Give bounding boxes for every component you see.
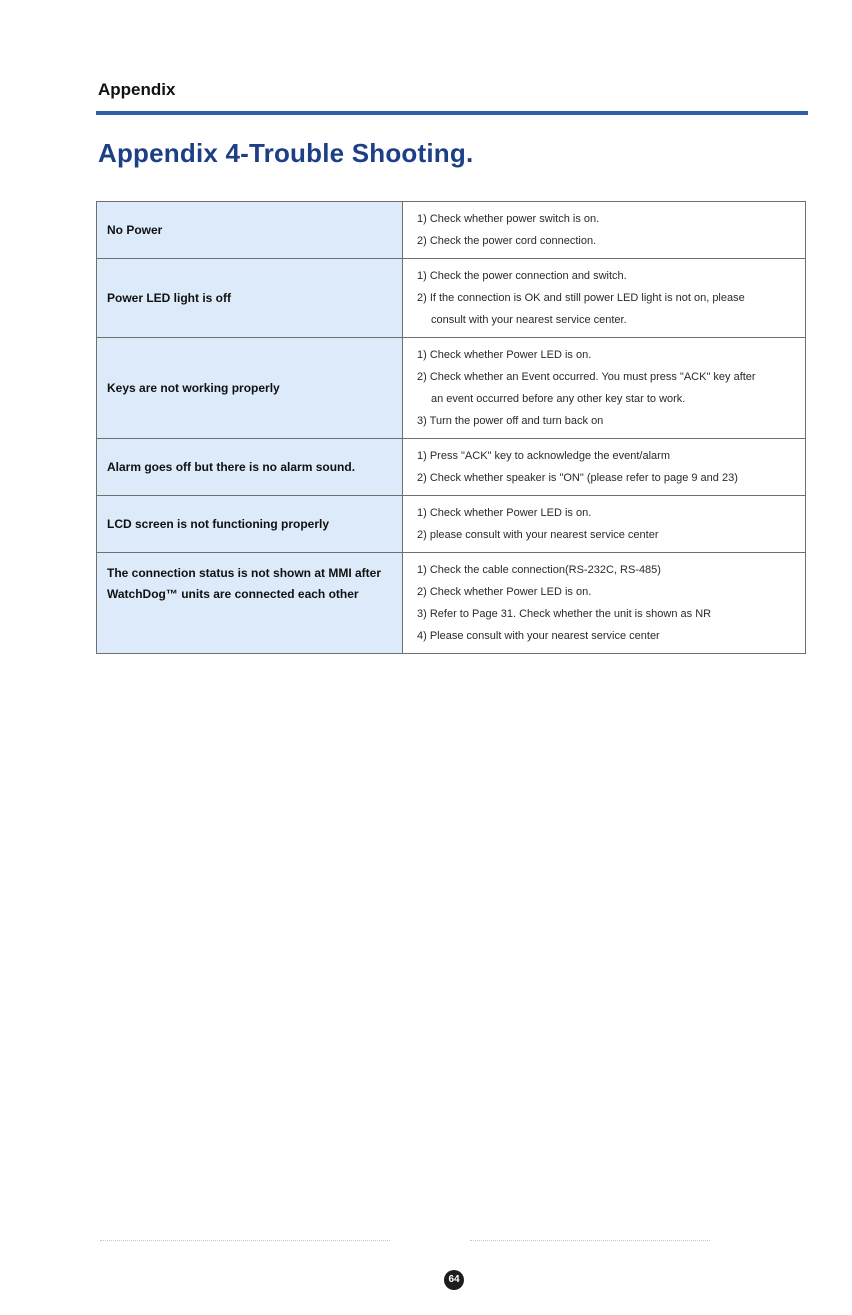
solution-step: an event occurred before any other key star to work. (431, 393, 686, 405)
footer-divider-left (100, 1240, 390, 1241)
problem-cell: LCD screen is not functioning properly (97, 496, 403, 553)
solution-cell (403, 259, 806, 338)
table-row (97, 202, 806, 259)
table-row (97, 338, 806, 439)
table-row (97, 553, 806, 654)
solution-step: 3) Turn the power off and turn back on (417, 415, 604, 427)
solution-cell (403, 496, 806, 553)
solution-step: 4) Please consult with your nearest service center (417, 630, 660, 642)
solution-cell (403, 202, 806, 259)
solution-cell (403, 439, 806, 496)
solution-cell (403, 338, 806, 439)
solution-step: 1) Check whether Power LED is on. (417, 349, 592, 361)
solution-step: 1) Check whether Power LED is on. (417, 507, 592, 519)
problem-cell: No Power (97, 202, 403, 259)
problem-cell: Alarm goes off but there is no alarm sound. (97, 439, 403, 496)
table-row (97, 259, 806, 338)
problem-cell: Power LED light is off (97, 259, 403, 338)
footer-divider-right (470, 1240, 710, 1241)
page-title: Appendix 4-Trouble Shooting. (98, 138, 474, 168)
section-label: Appendix (98, 80, 176, 99)
solution-cell (403, 553, 806, 654)
page-number-badge: 64 (444, 1270, 464, 1290)
header-rule (96, 111, 808, 115)
problem-cell: The connection status is not shown at MMI after WatchDog™ units are connected each other (97, 553, 403, 654)
troubleshooting-table (96, 201, 806, 654)
table-row (97, 496, 806, 553)
problem-cell: Keys are not working properly (97, 338, 403, 439)
solution-step: 2) If the connection is OK and still power LED light is not on, please (417, 292, 745, 304)
solution-step: 2) Check whether speaker is "ON" (please refer to page 9 and 23) (417, 472, 738, 484)
solution-step: 1) Check the cable connection(RS-232C, RS-485) (417, 564, 661, 576)
solution-step: 2) Check whether an Event occurred. You must press "ACK" key after (417, 371, 756, 383)
solution-step: 2) Check whether Power LED is on. (417, 586, 592, 598)
solution-step: 1) Check the power connection and switch. (417, 270, 627, 282)
solution-step: 3) Refer to Page 31. Check whether the unit is shown as NR (417, 608, 712, 620)
solution-step: 2) please consult with your nearest service center (417, 529, 659, 541)
solution-step: 1) Check whether power switch is on. (417, 213, 600, 225)
table-row (97, 439, 806, 496)
solution-step: 1) Press "ACK" key to acknowledge the event/alarm (417, 450, 670, 462)
solution-step: 2) Check the power cord connection. (417, 235, 597, 247)
solution-step: consult with your nearest service center. (431, 314, 627, 326)
